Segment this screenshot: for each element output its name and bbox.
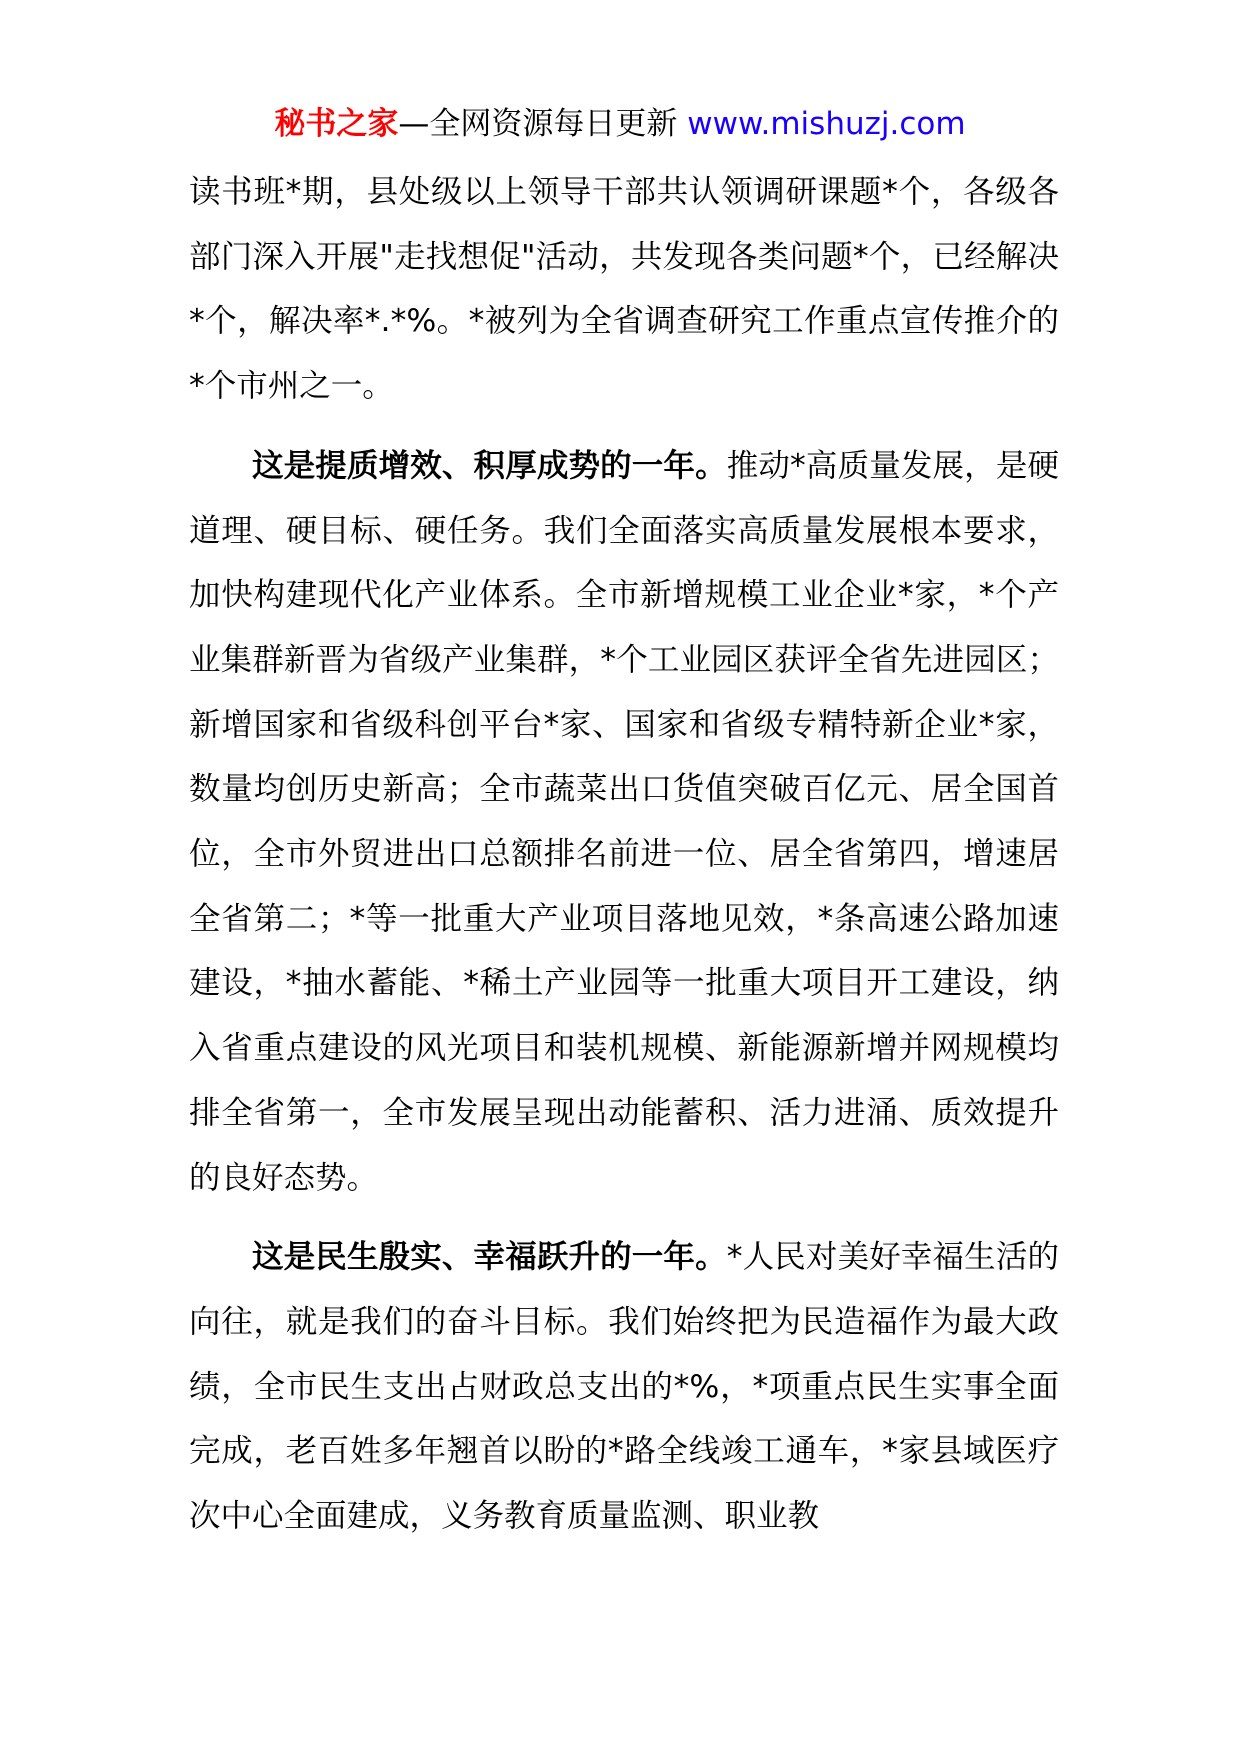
document-body: [189, 160, 1059, 1564]
paragraph-1: [189, 160, 1059, 419]
page-header: [0, 100, 1240, 148]
paragraph-2: [189, 434, 1059, 1210]
header-brand: 秘书之家: [274, 106, 399, 142]
paragraph-3-text: *人民对美好幸福生活的向往，就是我们的奋斗目标。我们始终把为民造福作为最大政绩，全市民生支出占财政总支出的*%，*项重点民生实事全面完成，老百姓多年翘首以盼的*路全线竣工通车，*家县域医疗次中心全面建成，义务教育质量监测、职业教: [189, 1239, 1059, 1535]
paragraph-2-heading: 这是提质增效、积厚成势的一年。: [252, 447, 727, 484]
paragraph-3-heading: 这是民生殷实、幸福跃升的一年。: [252, 1239, 727, 1276]
header-tagline: —全网资源每日更新: [398, 106, 688, 142]
paragraph-2-text: 推动*高质量发展，是硬道理、硬目标、硬任务。我们全面落实高质量发展根本要求，加快构建现代化产业体系。全市新增规模工业企业*家，*个产业集群新晋为省级产业集群，*个工业园区获评全省先进园区；新增国家和省级科创平台*家、国家和省级专精特新企业*家，数量均创历史新高；全市蔬菜出口货值突破百亿元、居全国首位，全市外贸进出口总额排名前进一位、居全省第四，增速居全省第二；*等一批重大产业项目落地见效，*条高速公路加速建设，*抽水蓄能、*稀土产业园等一批重大项目开工建设，纳入省重点建设的风光项目和装机规模、新能源新增并网规模均排全省第一，全市发展呈现出动能蓄积、活力进涌、质效提升的良好态势。: [189, 447, 1059, 1196]
header-url-link[interactable]: www.mishuzj.com: [687, 106, 966, 142]
paragraph-1-text: 读书班*期，县处级以上领导干部共认领调研课题*个，各级各部门深入开展"走找想促"活动，共发现各类问题*个，已经解决*个，解决率*.*%。*被列为全省调查研究工作重点宣传推介的*个市州之一。: [189, 174, 1059, 405]
paragraph-3: [189, 1225, 1059, 1549]
